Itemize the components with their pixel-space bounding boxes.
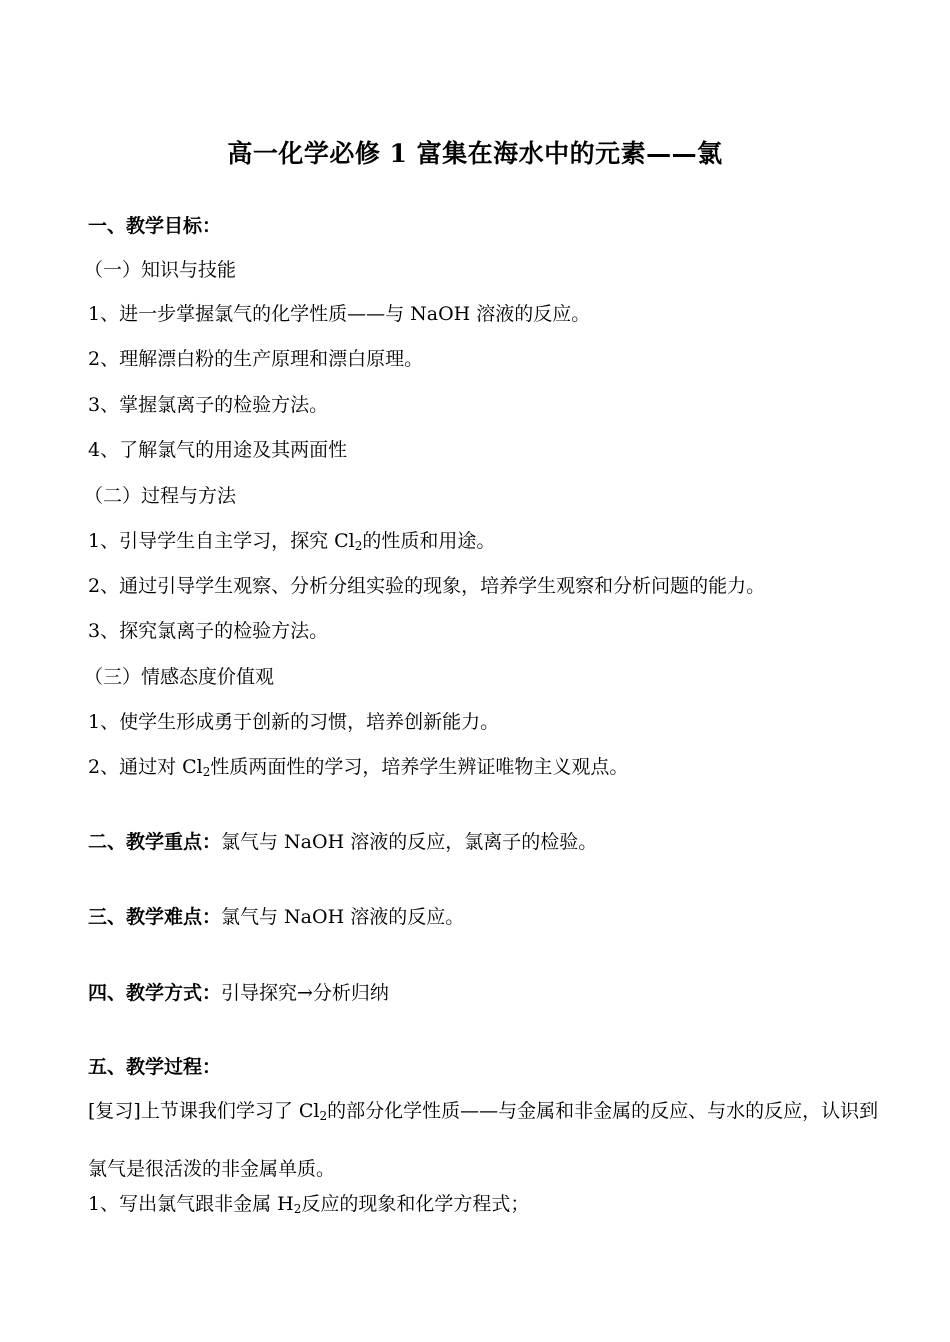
- process-method-item-2: 2、通过引导学生观察、分析分组实验的现象，培养学生观察和分析问题的能力。: [88, 575, 766, 597]
- process-heading: 五、教学过程：: [88, 1056, 222, 1078]
- key-points-text: 氯气与 NaOH 溶液的反应，氯离子的检验。: [221, 831, 598, 853]
- knowledge-item-4: 4、了解氯气的用途及其两面性: [88, 439, 348, 461]
- process-method-item-1: 1、引导学生自主学习，探究 $Cl_2$的性质和用途。: [88, 530, 496, 553]
- review-paragraph: [复习]上节课我们学习了 $Cl_2$的部分化学性质——与金属和非金属的反应、与水的反应，认识到氯气是很活泼的非金属单质。: [88, 1100, 879, 1180]
- knowledge-skills-heading: （一）知识与技能: [84, 259, 237, 281]
- objectives-heading: 一、教学目标：: [88, 215, 222, 237]
- document-title: 高一化学必修 1 富集在海水中的元素——氯: [227, 139, 723, 168]
- values-item-1: 1、使学生形成勇于创新的习惯，培养创新能力。: [88, 711, 500, 733]
- key-points-label: 二、教学重点：: [88, 831, 222, 853]
- process-method-item-3: 3、探究氯离子的检验方法。: [88, 620, 329, 642]
- difficulties: [88, 903, 890, 931]
- values-item-2: 2、通过对 $Cl_2$性质两面性的学习，培养学生辨证唯物主义观点。: [88, 756, 629, 779]
- values-heading: （三）情感态度价值观: [84, 666, 275, 688]
- knowledge-item-2: 2、理解漂白粉的生产原理和漂白原理。: [88, 348, 424, 370]
- teaching-methods-text: 引导探究→分析归纳: [221, 982, 389, 1004]
- question-1: 1、写出氯气跟非金属 $H_2$反应的现象和化学方程式；: [88, 1193, 530, 1216]
- difficulties-text: 氯气与 NaOH 溶液的反应。: [221, 906, 465, 928]
- difficulties-label: 三、教学难点：: [88, 906, 222, 928]
- teaching-methods: [88, 979, 890, 1007]
- knowledge-item-1: 1、进一步掌握氯气的化学性质——与 NaOH 溶液的反应。: [88, 303, 591, 325]
- key-points: [88, 828, 890, 856]
- teaching-methods-label: 四、教学方式：: [88, 982, 222, 1004]
- process-method-heading: （二）过程与方法: [84, 485, 237, 507]
- knowledge-item-3: 3、掌握氯离子的检验方法。: [88, 394, 329, 416]
